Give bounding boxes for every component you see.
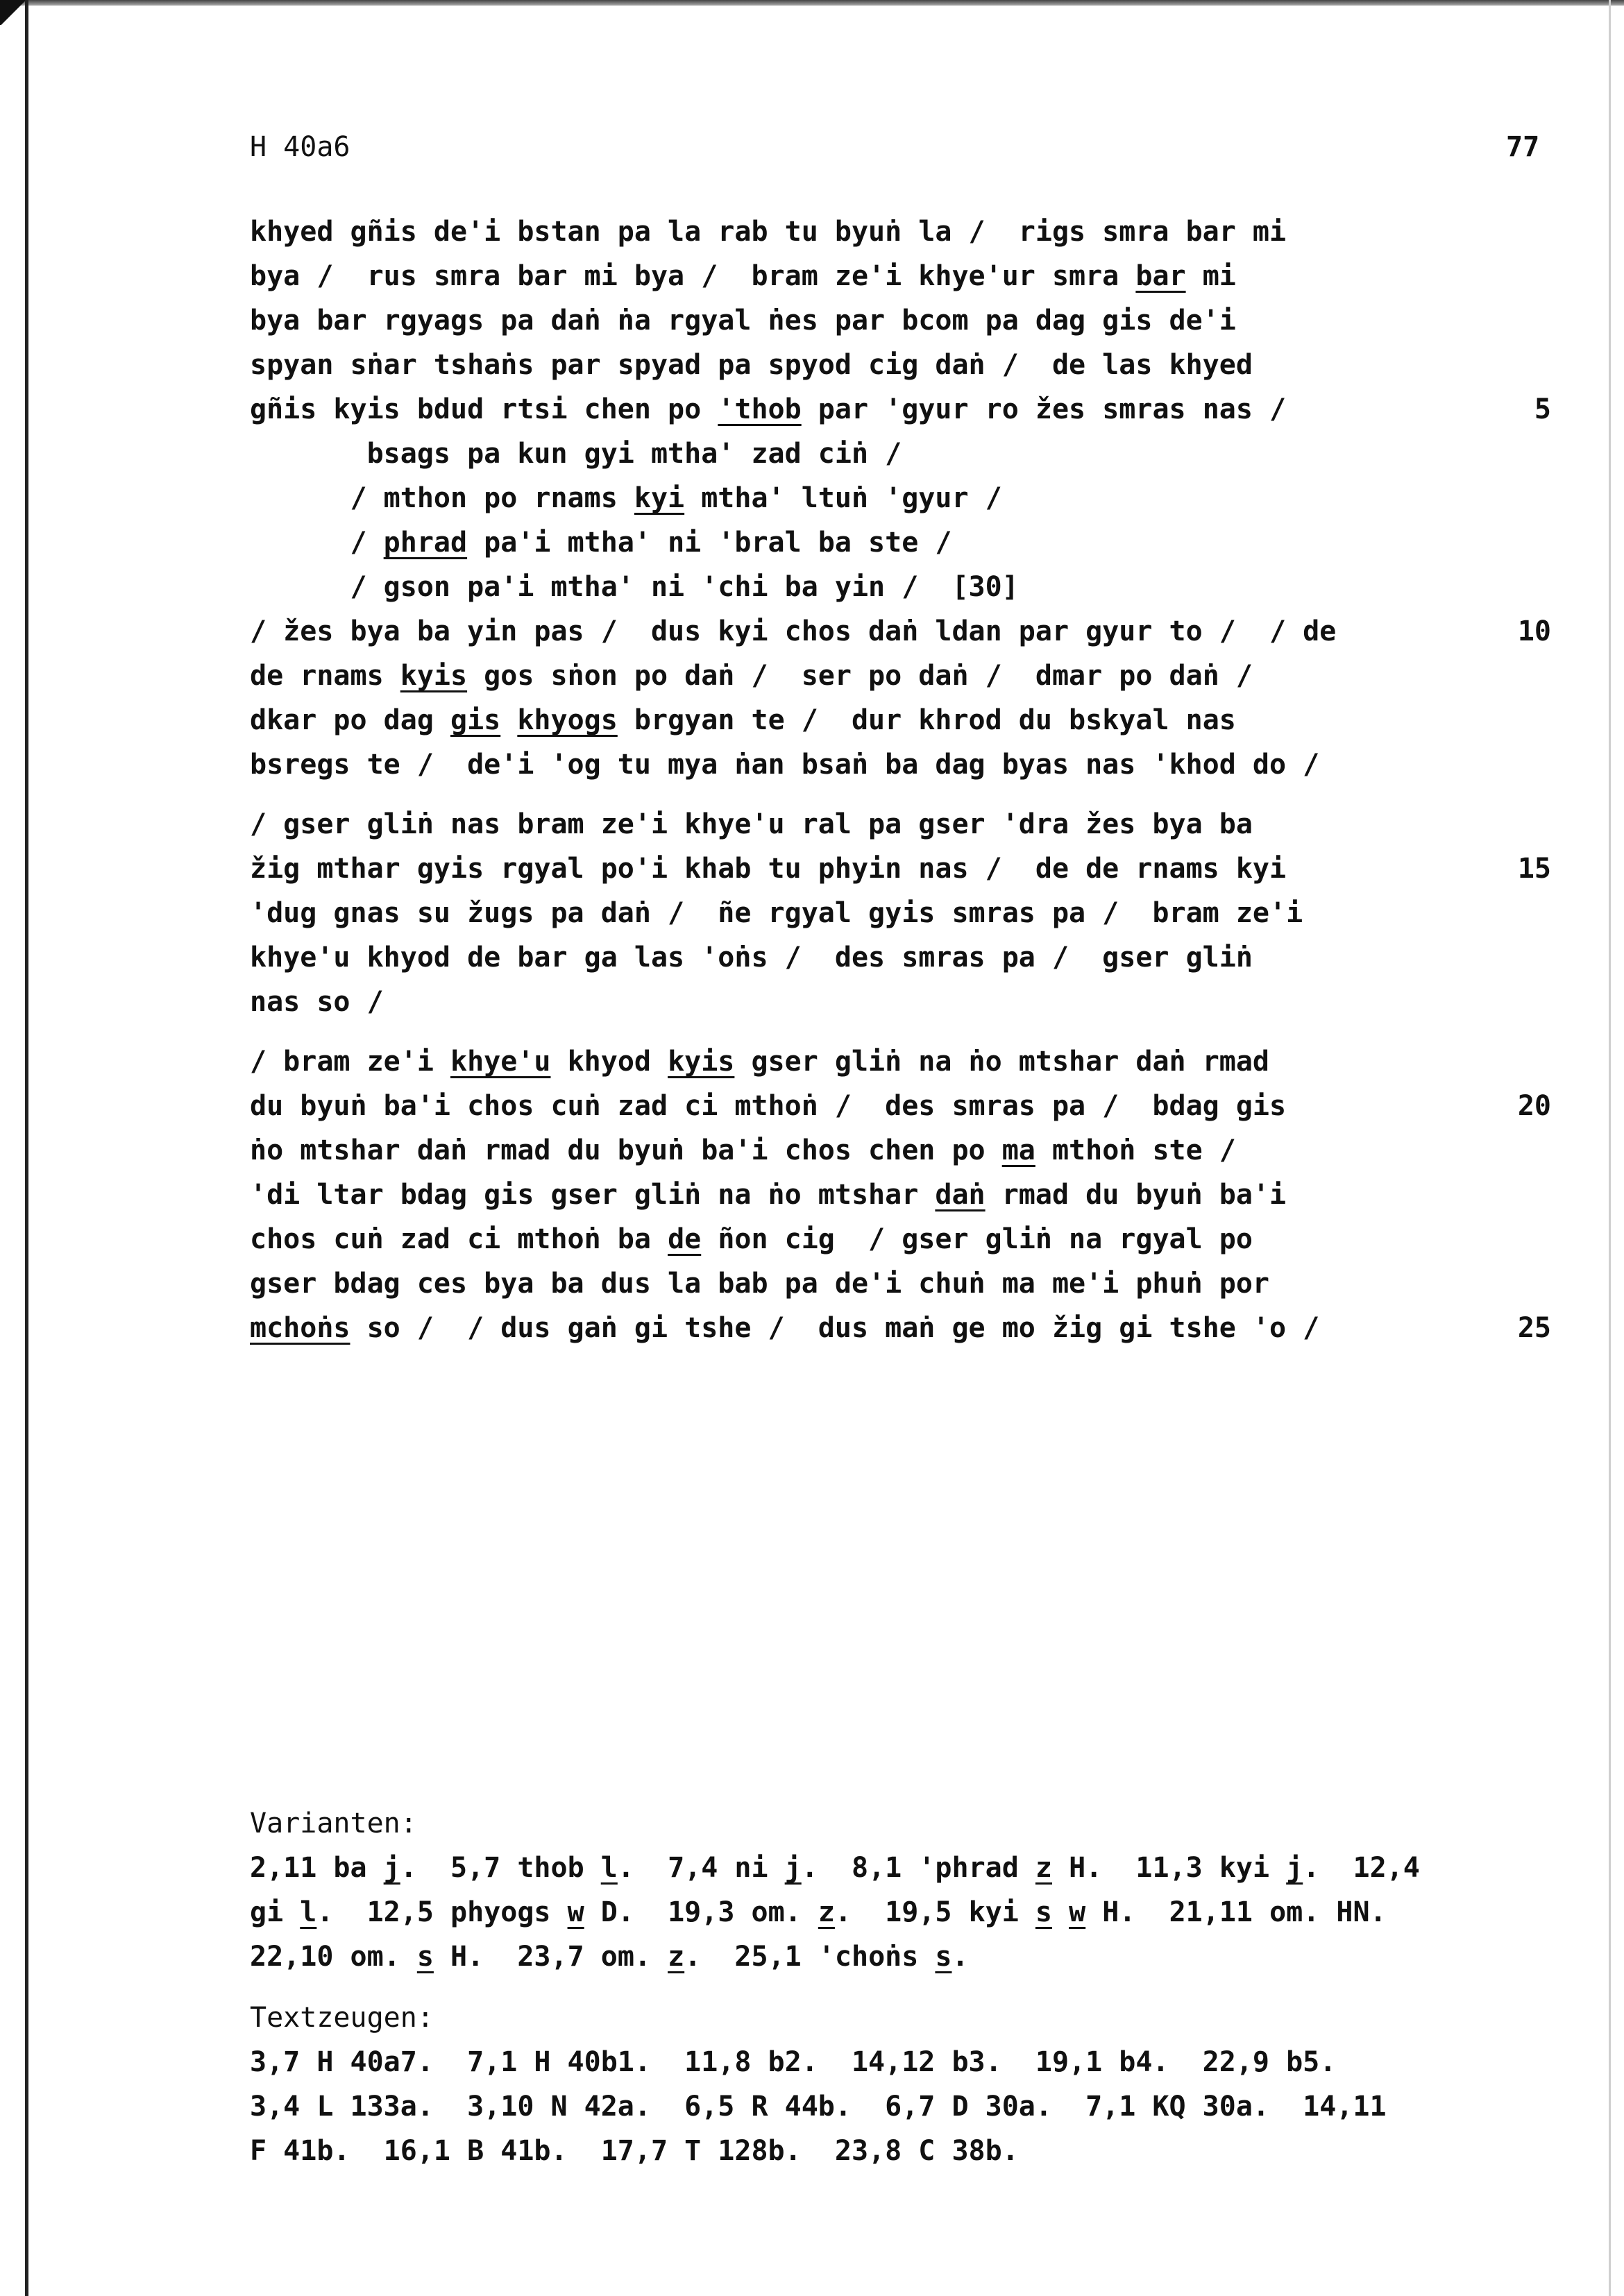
text-segment: 'di ltar bdag gis gser gliṅ na ṅo mtshar bbox=[250, 1179, 936, 1211]
text-line bbox=[250, 1264, 1269, 1303]
text-segment: bya / rus smra bar mi bya / bram ze'i khye'ur smra bbox=[250, 260, 1136, 292]
scan-left-edge bbox=[25, 0, 28, 2296]
underlined-word: l bbox=[600, 1852, 618, 1884]
text-segment: mthoṅ ste / bbox=[1035, 1134, 1236, 1166]
underlined-word: s bbox=[416, 1941, 434, 1973]
text-segment: khyed gñis de'i bstan pa la rab tu byuṅ la / rigs smra bar mi bbox=[250, 216, 1287, 248]
underlined-word: khyogs bbox=[517, 704, 618, 736]
line-number: 25 bbox=[1517, 1312, 1551, 1344]
text-segment: bsags pa kun gyi mtha' zad ciṅ / bbox=[250, 438, 902, 470]
line-number: 20 bbox=[1517, 1090, 1551, 1122]
page-top-edge bbox=[0, 0, 1624, 6]
underlined-word: l bbox=[300, 1896, 317, 1928]
text-segment: bsregs te / de'i 'og tu mya ṅan bsaṅ ba dag byas nas 'khod do / bbox=[250, 749, 1320, 781]
text-segment: žig mthar gyis rgyal po'i khab tu phyin nas / de de rnams kyi bbox=[250, 853, 1287, 885]
text-segment: gos sṅon po daṅ / ser po daṅ / dmar po daṅ / bbox=[467, 660, 1253, 692]
scan-corner-mark bbox=[0, 0, 49, 25]
text-segment: / bram ze'i bbox=[250, 1046, 450, 1078]
text-segment: . 12,4 bbox=[1303, 1852, 1420, 1884]
text-segment: mi bbox=[1185, 260, 1236, 292]
underlined-word: bar bbox=[1135, 260, 1186, 292]
underlined-word: daṅ bbox=[935, 1179, 986, 1211]
underlined-word: w bbox=[1069, 1896, 1086, 1928]
underlined-word: j bbox=[784, 1852, 802, 1884]
variant-line bbox=[250, 1848, 1420, 1887]
text-segment: dkar po dag bbox=[250, 704, 450, 736]
text-segment: gñis kyis bdud rtsi chen po bbox=[250, 393, 718, 425]
text-segment: . 25,1 'choṅs bbox=[684, 1941, 936, 1973]
text-line bbox=[250, 805, 1253, 844]
page-number: 77 bbox=[1506, 131, 1540, 163]
text-segment: par 'gyur ro žes smras nas / bbox=[801, 393, 1287, 425]
underlined-word: z bbox=[818, 1896, 835, 1928]
text-segment: chos cuṅ zad ci mthoṅ ba bbox=[250, 1223, 668, 1255]
text-segment: du byuṅ ba'i chos cuṅ zad ci mthoṅ / des smras pa / bdag gis bbox=[250, 1090, 1287, 1122]
text-segment bbox=[1052, 1896, 1069, 1928]
text-segment: khyod bbox=[550, 1046, 668, 1078]
text-segment: / bbox=[250, 527, 384, 559]
text-segment: 'dug gnas su žugs pa daṅ / ñe rgyal gyis smras pa / bram ze'i bbox=[250, 897, 1303, 929]
text-segment: pa'i mtha' ni 'bral ba ste / bbox=[467, 527, 952, 559]
text-segment: D. 19,3 om. bbox=[584, 1896, 818, 1928]
text-segment: rmad du byuṅ ba'i bbox=[985, 1179, 1287, 1211]
text-line bbox=[250, 938, 1253, 977]
text-segment: gser bdag ces bya ba dus la bab pa de'i chuṅ ma me'i phuṅ por bbox=[250, 1268, 1270, 1300]
text-segment: . 7,4 ni bbox=[617, 1852, 785, 1884]
text-line bbox=[250, 1042, 1269, 1081]
folio-reference: H 40a6 bbox=[250, 131, 350, 163]
text-segment: bya bar rgyags pa daṅ ṅa rgyal ṅes par bcom pa dag gis de'i bbox=[250, 305, 1236, 337]
text-segment: brgyan te / dur khrod du bskyal nas bbox=[617, 704, 1236, 736]
underlined-word: ma bbox=[1001, 1134, 1035, 1166]
text-segment: ṅo mtshar daṅ rmad du byuṅ ba'i chos chen po bbox=[250, 1134, 1002, 1166]
underlined-word: s bbox=[935, 1941, 952, 1973]
text-segment: 2,11 ba bbox=[250, 1852, 384, 1884]
underlined-word: z bbox=[1035, 1852, 1052, 1884]
underlined-word: s bbox=[1035, 1896, 1052, 1928]
witness-line bbox=[250, 2043, 1336, 2082]
text-line bbox=[250, 1131, 1236, 1170]
text-line bbox=[250, 434, 902, 473]
text-line bbox=[250, 656, 1253, 695]
underlined-word: 'thob bbox=[718, 393, 802, 425]
underlined-word: mchoṅs bbox=[250, 1312, 350, 1344]
text-line bbox=[250, 612, 1336, 651]
line-number: 5 bbox=[1534, 393, 1551, 425]
text-segment bbox=[500, 704, 517, 736]
text-segment: H. 21,11 om. HN. bbox=[1085, 1896, 1387, 1928]
text-segment: ñon cig / gser gliṅ na rgyal po bbox=[701, 1223, 1253, 1255]
text-segment: mtha' ltuṅ 'gyur / bbox=[684, 482, 1002, 514]
text-segment: 3,4 L 133a. 3,10 N 42a. 6,5 R 44b. 6,7 D 30a. 7,1 KQ 30a. 14,11 bbox=[250, 2091, 1387, 2123]
text-segment: 3,7 H 40a7. 7,1 H 40b1. 11,8 b2. 14,12 b3. 19,1 b4. 22,9 b5. bbox=[250, 2046, 1337, 2078]
text-line bbox=[250, 849, 1286, 888]
text-line bbox=[250, 745, 1319, 784]
witness-line bbox=[250, 2132, 1019, 2170]
text-segment: / mthon po rnams bbox=[250, 482, 634, 514]
text-line bbox=[250, 257, 1236, 296]
text-segment: spyan sṅar tshaṅs par spyad pa spyod cig daṅ / de las khyed bbox=[250, 349, 1253, 381]
text-segment: . bbox=[951, 1941, 969, 1973]
text-segment: / žes bya ba yin pas / dus kyi chos daṅ ldan par gyur to / / de bbox=[250, 615, 1337, 647]
text-segment: so / / dus gaṅ gi tshe / dus maṅ ge mo žig gi tshe 'o / bbox=[350, 1312, 1320, 1344]
text-segment: . 12,5 phyogs bbox=[316, 1896, 568, 1928]
text-segment: . 8,1 'phrad bbox=[801, 1852, 1035, 1884]
underlined-word: w bbox=[567, 1896, 584, 1928]
text-segment: khye'u khyod de bar ga las 'oṅs / des smras pa / gser gliṅ bbox=[250, 942, 1253, 973]
text-line bbox=[250, 701, 1236, 740]
underlined-word: j bbox=[383, 1852, 400, 1884]
underlined-word: kyi bbox=[634, 482, 685, 514]
text-line bbox=[250, 1175, 1286, 1214]
underlined-word: kyis bbox=[400, 660, 468, 692]
text-line bbox=[250, 523, 951, 562]
text-segment: / gson pa'i mtha' ni 'chi ba yin / [30] bbox=[250, 571, 1019, 603]
underlined-word: khye'u bbox=[450, 1046, 551, 1078]
underlined-word: j bbox=[1286, 1852, 1303, 1884]
text-segment: gser gliṅ na ṅo mtshar daṅ rmad bbox=[734, 1046, 1270, 1078]
underlined-word: gis bbox=[450, 704, 501, 736]
text-segment: 22,10 om. bbox=[250, 1941, 417, 1973]
text-line bbox=[250, 894, 1303, 933]
text-segment: . 19,5 kyi bbox=[834, 1896, 1035, 1928]
text-line bbox=[250, 212, 1286, 251]
line-number: 15 bbox=[1517, 853, 1551, 885]
text-segment: gi bbox=[250, 1896, 301, 1928]
text-line bbox=[250, 301, 1236, 340]
text-line bbox=[250, 346, 1253, 384]
text-segment: . 5,7 thob bbox=[400, 1852, 601, 1884]
text-segment: / gser gliṅ nas bram ze'i khye'u ral pa gser 'dra žes bya ba bbox=[250, 808, 1253, 840]
underlined-word: de bbox=[668, 1223, 702, 1255]
underlined-word: kyis bbox=[668, 1046, 735, 1078]
text-line bbox=[250, 1309, 1319, 1347]
text-segment: H. 23,7 om. bbox=[433, 1941, 668, 1973]
scan-right-edge bbox=[1609, 0, 1611, 2296]
text-line bbox=[250, 479, 1002, 518]
text-segment: nas so / bbox=[250, 986, 384, 1018]
varianten-label: Varianten: bbox=[250, 1808, 417, 1839]
text-line bbox=[250, 390, 1286, 429]
text-line bbox=[250, 1087, 1286, 1125]
underlined-word: z bbox=[668, 1941, 685, 1973]
text-line bbox=[250, 1220, 1253, 1259]
text-segment: F 41b. 16,1 B 41b. 17,7 T 128b. 23,8 C 38b. bbox=[250, 2135, 1019, 2167]
line-number: 10 bbox=[1517, 615, 1551, 647]
text-segment: H. 11,3 kyi bbox=[1052, 1852, 1287, 1884]
witness-line bbox=[250, 2087, 1387, 2126]
textzeugen-label: Textzeugen: bbox=[250, 2002, 434, 2034]
text-segment: de rnams bbox=[250, 660, 400, 692]
variant-line bbox=[250, 1937, 969, 1976]
variant-line bbox=[250, 1893, 1387, 1932]
text-line bbox=[250, 983, 384, 1021]
underlined-word: phrad bbox=[383, 527, 468, 559]
text-line bbox=[250, 568, 1019, 606]
